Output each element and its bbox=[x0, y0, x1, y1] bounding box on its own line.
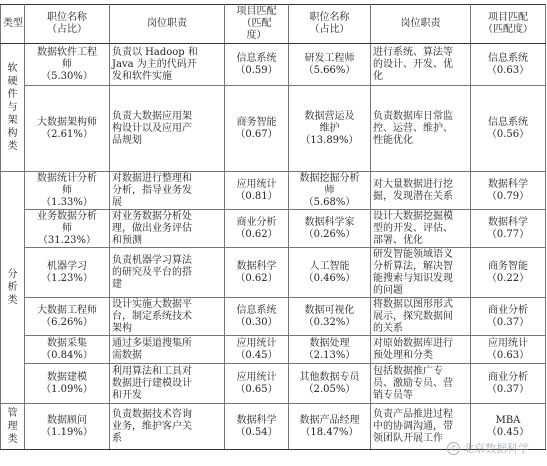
cell-line: （占比） bbox=[309, 24, 350, 35]
cell-line: 信息系统 bbox=[236, 304, 277, 316]
cell-line: （0.63） bbox=[486, 349, 530, 361]
cell-line: 类 bbox=[7, 295, 18, 306]
cell-line: 控、运营、维护、 bbox=[373, 122, 453, 134]
header-job-name bbox=[25, 5, 110, 44]
cell-line: （1.23%） bbox=[41, 272, 93, 284]
cell-line: 数据顾问 bbox=[47, 414, 87, 426]
job-duty-2 bbox=[371, 336, 471, 364]
cell-line: 数据产品经理 bbox=[299, 414, 360, 426]
cell-line: 商务智能 bbox=[236, 116, 277, 128]
job-match bbox=[225, 172, 289, 210]
wechat-icon: ✆ bbox=[447, 442, 460, 455]
cell-line: 分析，指导业务发 bbox=[112, 184, 192, 196]
cell-line: 与 bbox=[7, 102, 18, 113]
cell-line: 领团队开展工作 bbox=[373, 432, 443, 444]
cell-line: 大数据架构师 bbox=[37, 116, 97, 128]
job-match-2 bbox=[471, 248, 546, 298]
cell-line: 对业务数据分析处 bbox=[112, 210, 192, 222]
cell-line: （2.13%） bbox=[303, 349, 356, 361]
cell-line: （0.62） bbox=[235, 228, 278, 240]
cell-line: 数据科学 bbox=[488, 178, 528, 190]
cell-line: （0.65） bbox=[235, 383, 278, 395]
cell-line: 设计实施大数据平 bbox=[112, 298, 192, 310]
cell-line: 数据科学 bbox=[236, 260, 277, 272]
job-match bbox=[225, 404, 289, 450]
cell-line: 对数据进行整理和 bbox=[112, 172, 192, 184]
table-row bbox=[1, 210, 546, 248]
cell-line: （0.84%） bbox=[41, 349, 93, 361]
cell-line: （1.33%） bbox=[41, 196, 93, 208]
cell-line: 台，制定系统技术 bbox=[112, 310, 192, 322]
table-row bbox=[1, 298, 546, 336]
job-duty bbox=[110, 172, 225, 210]
cell-line: 职位名称 bbox=[47, 12, 87, 23]
cell-line: 利用算法和工具对 bbox=[112, 365, 192, 377]
job-duty-2 bbox=[371, 364, 471, 404]
cell-line: 设计大数据挖掘模 bbox=[373, 210, 453, 222]
job-duty bbox=[110, 364, 225, 404]
cell-line: 信息系统 bbox=[488, 116, 528, 128]
watermark-text: 北京数据科学 bbox=[463, 442, 529, 455]
job-match-2 bbox=[471, 298, 546, 336]
category-management bbox=[1, 404, 25, 450]
cell-line: （0.54） bbox=[235, 426, 278, 438]
cell-line: 的设计、开发、优 bbox=[373, 58, 453, 70]
cell-line: （匹配度） bbox=[483, 24, 533, 35]
job-match-2 bbox=[471, 210, 546, 248]
table-row bbox=[1, 248, 546, 298]
cell-line: 机器学习 bbox=[47, 260, 87, 272]
job-name-2 bbox=[289, 298, 371, 336]
cell-line: 数据科学 bbox=[236, 414, 277, 426]
cell-line: 数据建模 bbox=[47, 371, 87, 383]
cell-line: 应用统计 bbox=[488, 337, 528, 349]
cell-line: 商业分析 bbox=[236, 216, 277, 228]
cell-line: 师 bbox=[324, 184, 335, 196]
cell-line: 维护 bbox=[319, 122, 340, 134]
job-name bbox=[25, 210, 110, 248]
cell-line: 负责以 Hadoop 和 bbox=[112, 46, 198, 58]
cell-line: 构设计以及应用产 bbox=[112, 122, 192, 134]
cell-line: 理，做出业务评估 bbox=[112, 222, 192, 234]
job-match bbox=[225, 248, 289, 298]
cell-line: 进行系统、算法等 bbox=[373, 46, 453, 58]
cell-line: 类 bbox=[7, 141, 18, 152]
job-duty bbox=[110, 86, 225, 172]
cell-line: 负责数据技术咨询 bbox=[112, 408, 192, 420]
job-duty-2 bbox=[371, 172, 471, 210]
cell-line: （0.67） bbox=[235, 128, 278, 140]
cell-line: 析 bbox=[7, 282, 18, 293]
table-row bbox=[1, 44, 546, 86]
cell-line: 对大量数据进行挖 bbox=[373, 178, 453, 190]
cell-line: （31.23%） bbox=[37, 234, 97, 246]
table-row bbox=[1, 172, 546, 210]
cell-line: 和开发 bbox=[112, 389, 142, 401]
cell-line: 负责大数据应用架 bbox=[112, 110, 192, 122]
job-duty-2 bbox=[371, 210, 471, 248]
cell-line: 人工智能 bbox=[309, 260, 350, 272]
cell-line: 数据采集 bbox=[47, 337, 87, 349]
job-name-2 bbox=[289, 44, 371, 86]
cell-line: 类型 bbox=[3, 18, 23, 29]
header-job-name-2 bbox=[289, 5, 371, 44]
cell-line: 包括数据推广专 bbox=[373, 365, 443, 377]
job-duty-2 bbox=[371, 298, 471, 336]
job-match bbox=[225, 210, 289, 248]
job-name-2 bbox=[289, 404, 371, 450]
cell-line: 预处理和分类 bbox=[373, 349, 433, 361]
header-duty bbox=[110, 5, 225, 44]
header-match bbox=[225, 5, 289, 44]
job-name-2 bbox=[289, 336, 371, 364]
cell-line: 师 bbox=[62, 58, 72, 70]
cell-line: 管 bbox=[7, 408, 18, 419]
cell-line: （2.61%） bbox=[41, 128, 93, 140]
cell-line: 架构 bbox=[112, 322, 132, 334]
job-match-2 bbox=[471, 44, 546, 86]
job-match-2 bbox=[471, 336, 546, 364]
cell-line: 师 bbox=[62, 184, 72, 196]
cell-line: 分析算法，解决智 bbox=[373, 260, 453, 272]
cell-line: 型的开发、评估、 bbox=[373, 222, 453, 234]
cell-line: 负责机器学习算法 bbox=[112, 254, 192, 266]
cell-line: 将数据以图形形式 bbox=[373, 298, 453, 310]
job-duty-2 bbox=[371, 44, 471, 86]
cell-line: 业务数据分析 bbox=[37, 210, 97, 222]
job-name bbox=[25, 404, 110, 450]
job-name-2 bbox=[289, 248, 371, 298]
cell-line: （0.63） bbox=[486, 64, 530, 76]
cell-line: 研发工程师 bbox=[304, 52, 355, 64]
cell-line: 负责数据库日常监 bbox=[373, 110, 453, 122]
job-match-2 bbox=[471, 172, 546, 210]
cell-line: 商业分析 bbox=[488, 304, 528, 316]
job-name bbox=[25, 298, 110, 336]
cell-line: 展 bbox=[112, 196, 122, 208]
job-duty bbox=[110, 298, 225, 336]
job-match bbox=[225, 44, 289, 86]
cell-line: （5.66%） bbox=[303, 64, 356, 76]
table-header-row bbox=[1, 5, 546, 44]
job-duty bbox=[110, 404, 225, 450]
cell-line: 掘，发现潜在关系 bbox=[373, 190, 453, 202]
cell-line: 分 bbox=[7, 269, 18, 280]
cell-line: 对原始数据库进行 bbox=[373, 337, 453, 349]
cell-line: 展示，探究数据间 bbox=[373, 310, 453, 322]
cell-line: 应用统计 bbox=[236, 371, 277, 383]
job-match bbox=[225, 364, 289, 404]
cell-line: （0.59） bbox=[235, 64, 278, 76]
job-match bbox=[225, 336, 289, 364]
cell-line: MBA bbox=[495, 414, 521, 426]
cell-line: 应用统计 bbox=[236, 337, 277, 349]
job-duty bbox=[110, 336, 225, 364]
cell-line: 其他数据专员 bbox=[299, 371, 360, 383]
cell-line: 数据处理 bbox=[309, 337, 350, 349]
cell-line: 业务，维护客户关 bbox=[112, 420, 192, 432]
cell-line: 性能优化 bbox=[373, 134, 413, 146]
cell-line: 项目匹配 bbox=[236, 6, 277, 17]
cell-line: 岗位职责 bbox=[147, 18, 187, 29]
cell-line: （2.05%） bbox=[303, 383, 356, 395]
cell-line: 信息系统 bbox=[236, 52, 277, 64]
cell-line: （匹配 bbox=[241, 18, 272, 29]
table-row bbox=[1, 364, 546, 404]
job-name-2 bbox=[289, 210, 371, 248]
category-hardware bbox=[1, 44, 25, 172]
cell-line: （0.81） bbox=[235, 190, 278, 202]
cell-line: 品规划 bbox=[112, 134, 142, 146]
job-matching-table bbox=[0, 4, 546, 450]
cell-line: （0.26%） bbox=[303, 228, 356, 240]
cell-line: 商业分析 bbox=[488, 371, 528, 383]
cell-line: （0.45） bbox=[486, 426, 530, 438]
job-match-2 bbox=[471, 364, 546, 404]
cell-line: 应用统计 bbox=[236, 178, 277, 190]
cell-line: 销专员等 bbox=[373, 389, 413, 401]
cell-line: （0.77） bbox=[486, 228, 530, 240]
cell-line: 数据科学家 bbox=[304, 216, 355, 228]
cell-line: 数据可视化 bbox=[304, 304, 355, 316]
cell-line: （5.30%） bbox=[41, 70, 93, 82]
cell-line: （占比） bbox=[47, 24, 87, 35]
cell-line: 大数据工程师 bbox=[37, 304, 97, 316]
cell-line: 数据营运及 bbox=[304, 110, 355, 122]
job-name bbox=[25, 172, 110, 210]
header-match-2 bbox=[471, 5, 546, 44]
job-duty-2 bbox=[371, 248, 471, 298]
cell-line: 负责产品推进过程 bbox=[373, 408, 453, 420]
cell-line: 理 bbox=[7, 421, 18, 432]
cell-line: 职位名称 bbox=[309, 12, 350, 23]
cell-line: 系 bbox=[112, 432, 122, 444]
cell-line: （6.26%） bbox=[41, 316, 93, 328]
job-name bbox=[25, 86, 110, 172]
header-duty-2 bbox=[371, 5, 471, 44]
cell-line: 数据软件工程 bbox=[37, 46, 97, 58]
table-row bbox=[1, 336, 546, 364]
watermark bbox=[447, 440, 529, 456]
job-name-2 bbox=[289, 364, 371, 404]
cell-line: 员、激励专员、营 bbox=[373, 377, 453, 389]
cell-line: （0.22） bbox=[486, 272, 530, 284]
cell-line: 数据科学 bbox=[488, 216, 528, 228]
cell-line: 岗位职责 bbox=[400, 18, 441, 29]
table-row bbox=[1, 86, 546, 172]
cell-line: 师 bbox=[62, 222, 72, 234]
cell-line: Java 为主的代码开 bbox=[112, 58, 197, 70]
job-name bbox=[25, 336, 110, 364]
job-name bbox=[25, 248, 110, 298]
cell-line: 的问题 bbox=[373, 284, 403, 296]
cell-line: （0.79） bbox=[486, 190, 530, 202]
cell-line: 建 bbox=[112, 278, 122, 290]
cell-line: 的研究及平台的搭 bbox=[112, 266, 192, 278]
cell-line: 度） bbox=[246, 30, 267, 41]
cell-line: （0.37） bbox=[486, 383, 530, 395]
cell-line: 软 bbox=[7, 63, 18, 74]
job-match bbox=[225, 298, 289, 336]
cell-line: （18.47%） bbox=[300, 426, 359, 438]
cell-line: 中的协调沟通，带 bbox=[373, 420, 453, 432]
job-duty bbox=[110, 248, 225, 298]
cell-line: （5.68%） bbox=[303, 196, 356, 208]
cell-line: 研发智能领域语义 bbox=[373, 248, 453, 260]
cell-line: 的关系 bbox=[373, 322, 403, 334]
cell-line: 化 bbox=[373, 70, 383, 82]
cell-line: 硬 bbox=[7, 76, 18, 87]
cell-line: （0.45） bbox=[235, 349, 278, 361]
job-duty bbox=[110, 210, 225, 248]
cell-line: 能搜索与知识发现 bbox=[373, 272, 453, 284]
cell-line: 通过多渠道搜集所 bbox=[112, 337, 192, 349]
cell-line: 数据统计分析 bbox=[37, 172, 97, 184]
cell-line: 数据进行建模设计 bbox=[112, 377, 192, 389]
cell-line: （0.56） bbox=[486, 128, 530, 140]
cell-line: （0.32%） bbox=[303, 316, 356, 328]
cell-line: 构 bbox=[7, 128, 18, 139]
header-type bbox=[1, 5, 25, 44]
job-name bbox=[25, 364, 110, 404]
job-duty-2 bbox=[371, 86, 471, 172]
cell-line: 部署、优化 bbox=[373, 234, 423, 246]
cell-line: （1.19%） bbox=[41, 426, 93, 438]
cell-line: （1.09%） bbox=[41, 383, 93, 395]
cell-line: （0.30） bbox=[235, 316, 278, 328]
cell-line: 商务智能 bbox=[488, 260, 528, 272]
cell-line: （13.89%） bbox=[300, 134, 359, 146]
cell-line: 信息系统 bbox=[488, 52, 528, 64]
job-match-2 bbox=[471, 86, 546, 172]
cell-line: （0.46%） bbox=[303, 272, 356, 284]
cell-line: 需数据 bbox=[112, 349, 142, 361]
job-name bbox=[25, 44, 110, 86]
job-duty bbox=[110, 44, 225, 86]
cell-line: 类 bbox=[7, 434, 18, 445]
cell-line: 发和软件实施 bbox=[112, 70, 172, 82]
cell-line: （0.37） bbox=[486, 316, 530, 328]
cell-line: 项目匹配 bbox=[488, 12, 528, 23]
cell-line: （0.62） bbox=[235, 272, 278, 284]
cell-line: 架 bbox=[7, 115, 18, 126]
cell-line: 件 bbox=[7, 89, 18, 100]
job-name-2 bbox=[289, 86, 371, 172]
cell-line: 数据挖掘分析 bbox=[299, 172, 360, 184]
cell-line: 和预测 bbox=[112, 234, 142, 246]
job-match bbox=[225, 86, 289, 172]
category-analysis bbox=[1, 172, 25, 404]
job-name-2 bbox=[289, 172, 371, 210]
